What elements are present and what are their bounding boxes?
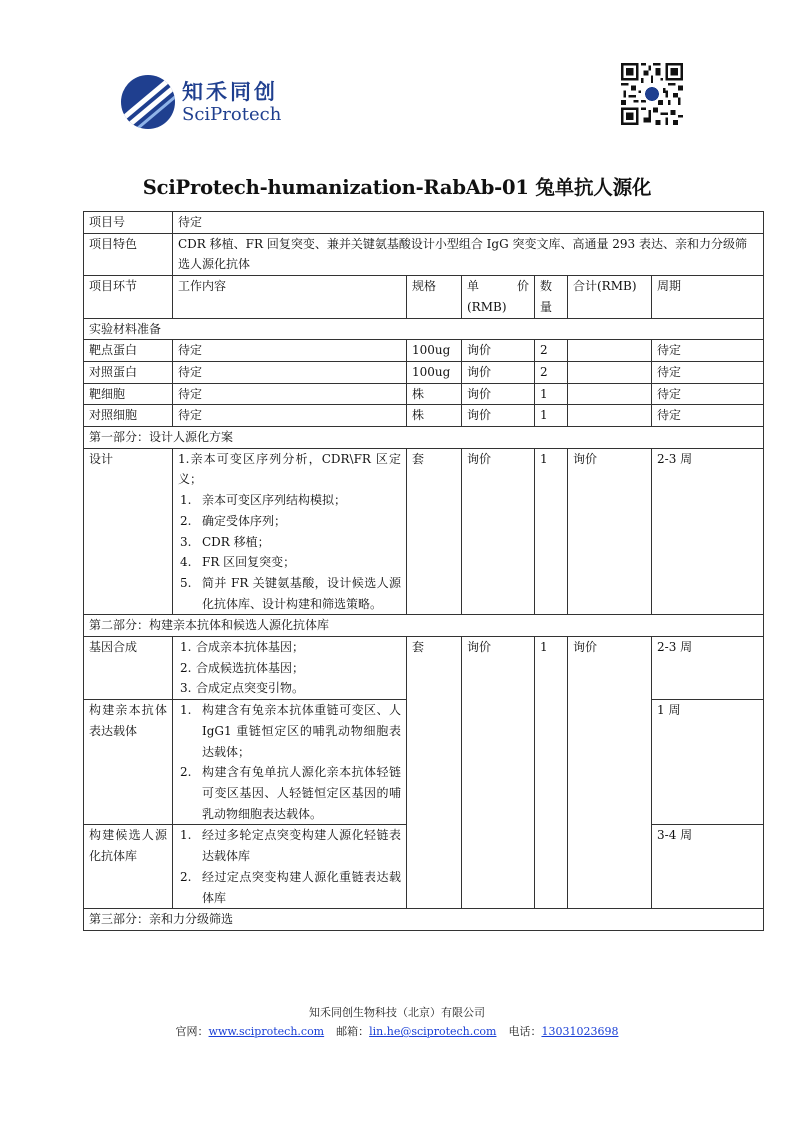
cell-label: 项目特色 xyxy=(84,233,173,275)
cell: 2 xyxy=(535,361,568,383)
table-row xyxy=(84,212,764,234)
contact-line xyxy=(0,1022,794,1041)
cell: 1 xyxy=(535,383,568,405)
column-header: 工作内容 xyxy=(173,276,407,318)
cell: 待定 xyxy=(173,405,407,427)
list-item: 5. 简并 FR 关键氨基酸，设计候选人源化抗体库、设计构建和筛选策略。 xyxy=(180,575,401,611)
logo-english-name: SciProtech xyxy=(182,104,282,125)
column-header: 单价(RMB) xyxy=(462,276,535,318)
cell: 待定 xyxy=(173,383,407,405)
cell: 套 xyxy=(407,448,462,615)
cell: 待定 xyxy=(173,340,407,362)
cell: 询价 xyxy=(462,340,535,362)
cell-work-content xyxy=(173,448,407,615)
cell: 询价 xyxy=(462,361,535,383)
cell: 待定 xyxy=(173,361,407,383)
cell: 3-4 周 xyxy=(652,825,764,909)
section-title: 第三部分：亲和力分级筛选 xyxy=(84,909,764,931)
table-row xyxy=(84,405,764,427)
cell: 1 xyxy=(535,637,568,909)
email-label: 邮箱： xyxy=(336,1025,370,1038)
cell: 2 xyxy=(535,340,568,362)
cell: 设计 xyxy=(84,448,173,615)
section-row xyxy=(84,909,764,931)
logo-mark-icon xyxy=(120,74,176,130)
design-intro: 1.亲本可变区序列分析，CDR\FR 区定义； xyxy=(178,451,401,487)
cell-work-content xyxy=(173,700,407,825)
list-item: 2. 合成候选抗体基因； xyxy=(180,660,305,675)
cell: 1 周 xyxy=(652,700,764,825)
section-row xyxy=(84,318,764,340)
column-header: 周期 xyxy=(652,276,764,318)
phone-link[interactable]: 13031023698 xyxy=(541,1025,619,1038)
cell-label: 项目号 xyxy=(84,212,173,234)
cell-value: CDR 移植、FR 回复突变、兼并关键氨基酸设计小型组合 IgG 突变文库、高通量 293 表达、亲和力分级筛选人源化抗体 xyxy=(173,233,764,275)
column-header: 合计(RMB) xyxy=(568,276,652,318)
website-link[interactable]: www.sciprotech.com xyxy=(208,1025,325,1038)
section-row xyxy=(84,615,764,637)
table-header-row xyxy=(84,276,764,318)
list-item: 2. 构建含有兔单抗人源化亲本抗体轻链可变区基因、人轻链恒定区基因的哺乳动物细胞表达载体。 xyxy=(180,765,401,821)
list-item: 2. 确定受体序列； xyxy=(180,513,287,528)
table-row xyxy=(84,233,764,275)
cell-value: 待定 xyxy=(173,212,764,234)
cell: 株 xyxy=(407,383,462,405)
cell: 100ug xyxy=(407,361,462,383)
column-header: 数量 xyxy=(535,276,568,318)
list-item: 2. 经过定点突变构建人源化重链表达载体库 xyxy=(180,869,401,905)
table-row xyxy=(84,448,764,615)
section-title: 第一部分：设计人源化方案 xyxy=(84,427,764,449)
cell xyxy=(568,361,652,383)
cell: 待定 xyxy=(652,340,764,362)
cell: 待定 xyxy=(652,361,764,383)
cell: 询价 xyxy=(462,383,535,405)
section-row xyxy=(84,427,764,449)
list-item: 4. FR 区回复突变； xyxy=(180,555,296,570)
cell: 基因合成 xyxy=(84,637,173,700)
quotation-table xyxy=(83,211,764,931)
page-footer xyxy=(0,1003,794,1041)
cell: 询价 xyxy=(462,448,535,615)
cell: 1 xyxy=(535,448,568,615)
company-logo xyxy=(120,74,290,134)
cell xyxy=(568,340,652,362)
column-header: 项目环节 xyxy=(84,276,173,318)
table-row xyxy=(84,340,764,362)
page-title: SciProtech-humanization-RabAb-01 兔单抗人源化 xyxy=(142,176,652,199)
cell: 询价 xyxy=(568,637,652,909)
cell: 询价 xyxy=(462,637,535,909)
cell: 待定 xyxy=(652,405,764,427)
cell: 2-3 周 xyxy=(652,637,764,700)
list-item: 3. CDR 移植； xyxy=(180,534,270,549)
phone-label: 电话： xyxy=(508,1025,542,1038)
cell: 对照细胞 xyxy=(84,405,173,427)
logo-chinese-name: 知禾同创 xyxy=(182,80,278,104)
qr-code-icon xyxy=(621,63,683,125)
cell-work-content xyxy=(173,637,407,700)
cell-work-content xyxy=(173,825,407,909)
website-label: 官网： xyxy=(175,1025,209,1038)
cell: 株 xyxy=(407,405,462,427)
list-item: 1. 合成亲本抗体基因； xyxy=(180,640,305,655)
cell: 100ug xyxy=(407,340,462,362)
cell: 靶细胞 xyxy=(84,383,173,405)
list-item: 1. 经过多轮定点突变构建人源化轻链表达载体库 xyxy=(180,828,401,864)
cell: 2-3 周 xyxy=(652,448,764,615)
section-title: 实验材料准备 xyxy=(84,318,764,340)
table-row xyxy=(84,361,764,383)
cell: 靶点蛋白 xyxy=(84,340,173,362)
company-name: 知禾同创生物科技（北京）有限公司 xyxy=(309,1006,485,1019)
list-item: 1. 亲本可变区序列结构模拟； xyxy=(180,493,347,508)
cell: 待定 xyxy=(652,383,764,405)
cell: 询价 xyxy=(462,405,535,427)
cell xyxy=(568,383,652,405)
list-item: 1. 构建含有兔亲本抗体重链可变区、人 IgG1 重链恒定区的哺乳动物细胞表达载体； xyxy=(180,703,401,759)
cell: 套 xyxy=(407,637,462,909)
column-header: 规格 xyxy=(407,276,462,318)
cell xyxy=(568,405,652,427)
list-item: 3. 合成定点突变引物。 xyxy=(180,681,305,696)
cell: 询价 xyxy=(568,448,652,615)
cell: 1 xyxy=(535,405,568,427)
cell: 构建候选人源化抗体库 xyxy=(84,825,173,909)
table-row xyxy=(84,637,764,700)
cell: 构建亲本抗体表达载体 xyxy=(84,700,173,825)
cell: 对照蛋白 xyxy=(84,361,173,383)
section-title: 第二部分：构建亲本抗体和候选人源化抗体库 xyxy=(84,615,764,637)
table-row xyxy=(84,383,764,405)
email-link[interactable]: lin.he@sciprotech.com xyxy=(369,1025,497,1038)
